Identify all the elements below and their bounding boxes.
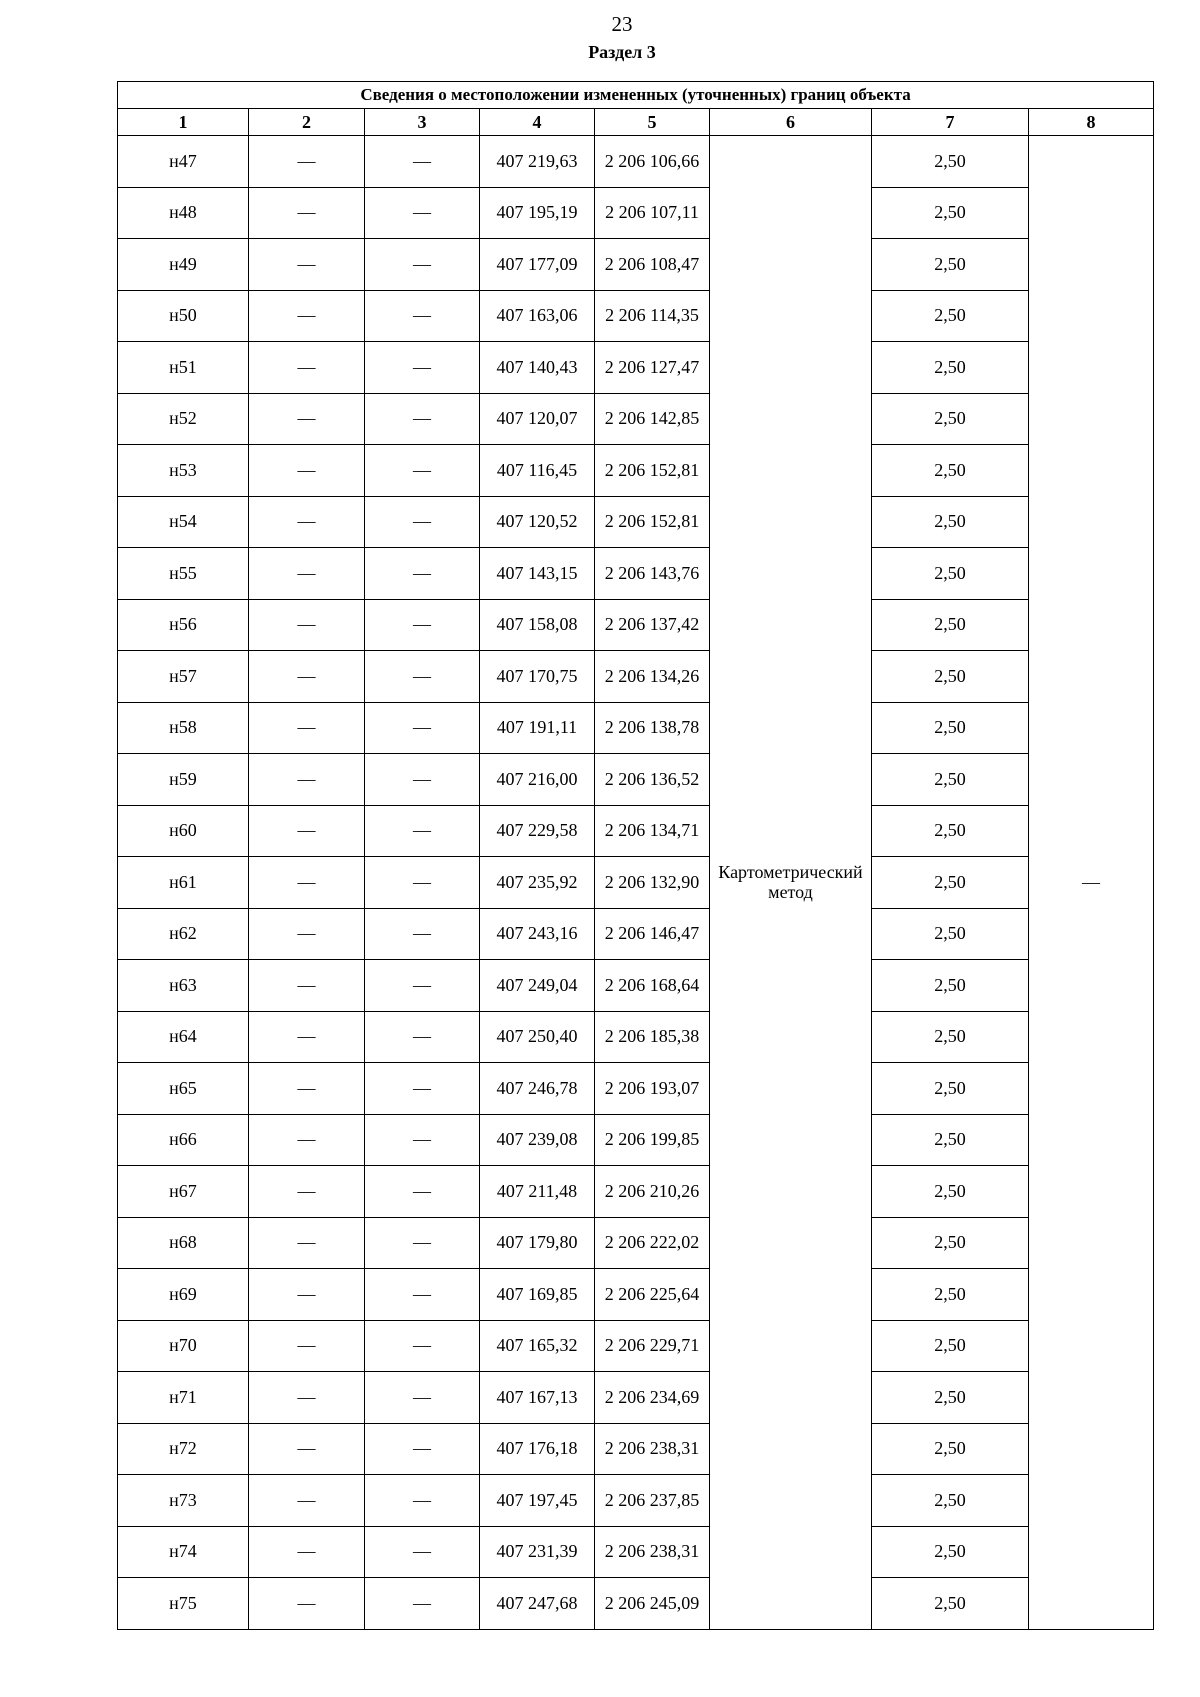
accuracy-cell: 2,50 <box>872 136 1029 188</box>
point-name-cell: н62 <box>118 908 249 960</box>
column-8-cell: — <box>1029 136 1154 1630</box>
point-name-cell: н70 <box>118 1320 249 1372</box>
column-2-dash-cell: — <box>249 1372 365 1424</box>
column-3-dash-cell: — <box>365 651 480 703</box>
accuracy-cell: 2,50 <box>872 548 1029 600</box>
y-coordinate-cell: 2 206 222,02 <box>595 1217 710 1269</box>
table-row <box>118 1114 1154 1166</box>
column-2-dash-cell: — <box>249 187 365 239</box>
accuracy-cell: 2,50 <box>872 342 1029 394</box>
y-coordinate-cell: 2 206 106,66 <box>595 136 710 188</box>
x-coordinate-cell: 407 176,18 <box>480 1423 595 1475</box>
x-coordinate-cell: 407 229,58 <box>480 805 595 857</box>
x-coordinate-cell: 407 158,08 <box>480 599 595 651</box>
section-title: Раздел 3 <box>588 42 656 62</box>
column-2-dash-cell: — <box>249 239 365 291</box>
column-3-dash-cell: — <box>365 136 480 188</box>
y-coordinate-cell: 2 206 136,52 <box>595 754 710 806</box>
column-2-dash-cell: — <box>249 548 365 600</box>
column-2-dash-cell: — <box>249 1526 365 1578</box>
x-coordinate-cell: 407 239,08 <box>480 1114 595 1166</box>
column-3-dash-cell: — <box>365 1423 480 1475</box>
y-coordinate-cell: 2 206 142,85 <box>595 393 710 445</box>
y-coordinate-cell: 2 206 132,90 <box>595 857 710 909</box>
accuracy-cell: 2,50 <box>872 1269 1029 1321</box>
column-number-3: 3 <box>365 109 480 136</box>
column-3-dash-cell: — <box>365 1320 480 1372</box>
x-coordinate-cell: 407 249,04 <box>480 960 595 1012</box>
column-2-dash-cell: — <box>249 857 365 909</box>
method-cell: Картометрический метод <box>710 136 872 1630</box>
column-2-dash-cell: — <box>249 1217 365 1269</box>
column-3-dash-cell: — <box>365 496 480 548</box>
table-row <box>118 805 1154 857</box>
accuracy-cell: 2,50 <box>872 805 1029 857</box>
column-3-dash-cell: — <box>365 1269 480 1321</box>
x-coordinate-cell: 407 140,43 <box>480 342 595 394</box>
x-coordinate-cell: 407 165,32 <box>480 1320 595 1372</box>
x-coordinate-cell: 407 219,63 <box>480 136 595 188</box>
y-coordinate-cell: 2 206 193,07 <box>595 1063 710 1115</box>
accuracy-cell: 2,50 <box>872 857 1029 909</box>
point-name-cell: н50 <box>118 290 249 342</box>
column-2-dash-cell: — <box>249 1166 365 1218</box>
table-row <box>118 1475 1154 1527</box>
table-row <box>118 239 1154 291</box>
column-3-dash-cell: — <box>365 1526 480 1578</box>
x-coordinate-cell: 407 120,52 <box>480 496 595 548</box>
y-coordinate-cell: 2 206 185,38 <box>595 1011 710 1063</box>
column-3-dash-cell: — <box>365 1475 480 1527</box>
x-coordinate-cell: 407 250,40 <box>480 1011 595 1063</box>
page-number: 23 <box>611 12 633 36</box>
column-3-dash-cell: — <box>365 1011 480 1063</box>
y-coordinate-cell: 2 206 107,11 <box>595 187 710 239</box>
y-coordinate-cell: 2 206 134,71 <box>595 805 710 857</box>
x-coordinate-cell: 407 143,15 <box>480 548 595 600</box>
y-coordinate-cell: 2 206 146,47 <box>595 908 710 960</box>
column-3-dash-cell: — <box>365 342 480 394</box>
x-coordinate-cell: 407 247,68 <box>480 1578 595 1630</box>
accuracy-cell: 2,50 <box>872 651 1029 703</box>
column-2-dash-cell: — <box>249 496 365 548</box>
y-coordinate-cell: 2 206 152,81 <box>595 445 710 497</box>
accuracy-cell: 2,50 <box>872 1578 1029 1630</box>
table-row <box>118 1269 1154 1321</box>
accuracy-cell: 2,50 <box>872 187 1029 239</box>
column-number-6: 6 <box>710 109 872 136</box>
x-coordinate-cell: 407 197,45 <box>480 1475 595 1527</box>
point-name-cell: н58 <box>118 702 249 754</box>
point-name-cell: н74 <box>118 1526 249 1578</box>
table-row <box>118 136 1154 188</box>
point-name-cell: н56 <box>118 599 249 651</box>
point-name-cell: н55 <box>118 548 249 600</box>
table-row <box>118 1526 1154 1578</box>
table-row <box>118 1320 1154 1372</box>
column-2-dash-cell: — <box>249 908 365 960</box>
column-2-dash-cell: — <box>249 651 365 703</box>
x-coordinate-cell: 407 216,00 <box>480 754 595 806</box>
table-row <box>118 187 1154 239</box>
y-coordinate-cell: 2 206 143,76 <box>595 548 710 600</box>
accuracy-cell: 2,50 <box>872 1423 1029 1475</box>
column-3-dash-cell: — <box>365 1166 480 1218</box>
column-number-7: 7 <box>872 109 1029 136</box>
table-caption-row <box>118 82 1154 109</box>
point-name-cell: н64 <box>118 1011 249 1063</box>
column-number-5: 5 <box>595 109 710 136</box>
y-coordinate-cell: 2 206 137,42 <box>595 599 710 651</box>
x-coordinate-cell: 407 116,45 <box>480 445 595 497</box>
column-3-dash-cell: — <box>365 908 480 960</box>
x-coordinate-cell: 407 120,07 <box>480 393 595 445</box>
column-2-dash-cell: — <box>249 445 365 497</box>
point-name-cell: н65 <box>118 1063 249 1115</box>
point-name-cell: н69 <box>118 1269 249 1321</box>
accuracy-cell: 2,50 <box>872 1526 1029 1578</box>
column-3-dash-cell: — <box>365 1114 480 1166</box>
table-row <box>118 857 1154 909</box>
y-coordinate-cell: 2 206 152,81 <box>595 496 710 548</box>
x-coordinate-cell: 407 179,80 <box>480 1217 595 1269</box>
column-2-dash-cell: — <box>249 1578 365 1630</box>
column-3-dash-cell: — <box>365 187 480 239</box>
table-row <box>118 702 1154 754</box>
column-2-dash-cell: — <box>249 1423 365 1475</box>
y-coordinate-cell: 2 206 210,26 <box>595 1166 710 1218</box>
column-2-dash-cell: — <box>249 805 365 857</box>
point-name-cell: н72 <box>118 1423 249 1475</box>
x-coordinate-cell: 407 167,13 <box>480 1372 595 1424</box>
column-3-dash-cell: — <box>365 960 480 1012</box>
column-3-dash-cell: — <box>365 857 480 909</box>
y-coordinate-cell: 2 206 138,78 <box>595 702 710 754</box>
column-3-dash-cell: — <box>365 1217 480 1269</box>
y-coordinate-cell: 2 206 237,85 <box>595 1475 710 1527</box>
column-2-dash-cell: — <box>249 136 365 188</box>
table-row <box>118 290 1154 342</box>
x-coordinate-cell: 407 211,48 <box>480 1166 595 1218</box>
accuracy-cell: 2,50 <box>872 1372 1029 1424</box>
column-3-dash-cell: — <box>365 1063 480 1115</box>
accuracy-cell: 2,50 <box>872 290 1029 342</box>
column-number-8: 8 <box>1029 109 1154 136</box>
column-3-dash-cell: — <box>365 239 480 291</box>
column-2-dash-cell: — <box>249 599 365 651</box>
point-name-cell: н60 <box>118 805 249 857</box>
table-row <box>118 651 1154 703</box>
x-coordinate-cell: 407 246,78 <box>480 1063 595 1115</box>
accuracy-cell: 2,50 <box>872 1063 1029 1115</box>
accuracy-cell: 2,50 <box>872 445 1029 497</box>
point-name-cell: н57 <box>118 651 249 703</box>
column-2-dash-cell: — <box>249 1475 365 1527</box>
column-3-dash-cell: — <box>365 290 480 342</box>
point-name-cell: н47 <box>118 136 249 188</box>
x-coordinate-cell: 407 195,19 <box>480 187 595 239</box>
y-coordinate-cell: 2 206 245,09 <box>595 1578 710 1630</box>
y-coordinate-cell: 2 206 225,64 <box>595 1269 710 1321</box>
x-coordinate-cell: 407 177,09 <box>480 239 595 291</box>
accuracy-cell: 2,50 <box>872 1011 1029 1063</box>
point-name-cell: н48 <box>118 187 249 239</box>
table-row <box>118 1166 1154 1218</box>
y-coordinate-cell: 2 206 134,26 <box>595 651 710 703</box>
point-name-cell: н54 <box>118 496 249 548</box>
x-coordinate-cell: 407 169,85 <box>480 1269 595 1321</box>
table-row <box>118 908 1154 960</box>
point-name-cell: н51 <box>118 342 249 394</box>
point-name-cell: н59 <box>118 754 249 806</box>
y-coordinate-cell: 2 206 114,35 <box>595 290 710 342</box>
column-2-dash-cell: — <box>249 1269 365 1321</box>
accuracy-cell: 2,50 <box>872 1320 1029 1372</box>
table-row <box>118 754 1154 806</box>
x-coordinate-cell: 407 243,16 <box>480 908 595 960</box>
table-row <box>118 599 1154 651</box>
column-2-dash-cell: — <box>249 393 365 445</box>
x-coordinate-cell: 407 163,06 <box>480 290 595 342</box>
x-coordinate-cell: 407 235,92 <box>480 857 595 909</box>
point-name-cell: н67 <box>118 1166 249 1218</box>
point-name-cell: н73 <box>118 1475 249 1527</box>
table-row <box>118 1011 1154 1063</box>
table-row <box>118 393 1154 445</box>
point-name-cell: н49 <box>118 239 249 291</box>
column-2-dash-cell: — <box>249 960 365 1012</box>
table-row <box>118 496 1154 548</box>
accuracy-cell: 2,50 <box>872 496 1029 548</box>
point-name-cell: н63 <box>118 960 249 1012</box>
column-3-dash-cell: — <box>365 548 480 600</box>
column-number-row <box>118 109 1154 136</box>
accuracy-cell: 2,50 <box>872 239 1029 291</box>
table-row <box>118 548 1154 600</box>
accuracy-cell: 2,50 <box>872 1114 1029 1166</box>
column-3-dash-cell: — <box>365 1578 480 1630</box>
point-name-cell: н53 <box>118 445 249 497</box>
column-3-dash-cell: — <box>365 599 480 651</box>
column-3-dash-cell: — <box>365 702 480 754</box>
accuracy-cell: 2,50 <box>872 1166 1029 1218</box>
point-name-cell: н66 <box>118 1114 249 1166</box>
accuracy-cell: 2,50 <box>872 599 1029 651</box>
y-coordinate-cell: 2 206 168,64 <box>595 960 710 1012</box>
column-3-dash-cell: — <box>365 393 480 445</box>
y-coordinate-cell: 2 206 127,47 <box>595 342 710 394</box>
table-row <box>118 1217 1154 1269</box>
column-3-dash-cell: — <box>365 445 480 497</box>
table-row <box>118 1372 1154 1424</box>
column-3-dash-cell: — <box>365 754 480 806</box>
column-2-dash-cell: — <box>249 290 365 342</box>
column-2-dash-cell: — <box>249 1063 365 1115</box>
column-number-2: 2 <box>249 109 365 136</box>
y-coordinate-cell: 2 206 238,31 <box>595 1423 710 1475</box>
column-2-dash-cell: — <box>249 1114 365 1166</box>
y-coordinate-cell: 2 206 108,47 <box>595 239 710 291</box>
column-number-4: 4 <box>480 109 595 136</box>
table-body <box>118 82 1154 1630</box>
column-2-dash-cell: — <box>249 754 365 806</box>
y-coordinate-cell: 2 206 238,31 <box>595 1526 710 1578</box>
coordinates-table <box>117 81 1154 1630</box>
point-name-cell: н52 <box>118 393 249 445</box>
y-coordinate-cell: 2 206 229,71 <box>595 1320 710 1372</box>
column-2-dash-cell: — <box>249 1011 365 1063</box>
table-row <box>118 1063 1154 1115</box>
accuracy-cell: 2,50 <box>872 1217 1029 1269</box>
accuracy-cell: 2,50 <box>872 754 1029 806</box>
table-caption: Сведения о местоположении измененных (уточненных) границ объекта <box>118 82 1154 109</box>
column-3-dash-cell: — <box>365 805 480 857</box>
accuracy-cell: 2,50 <box>872 1475 1029 1527</box>
column-2-dash-cell: — <box>249 702 365 754</box>
column-2-dash-cell: — <box>249 1320 365 1372</box>
column-3-dash-cell: — <box>365 1372 480 1424</box>
accuracy-cell: 2,50 <box>872 702 1029 754</box>
column-2-dash-cell: — <box>249 342 365 394</box>
table-row <box>118 1578 1154 1630</box>
y-coordinate-cell: 2 206 199,85 <box>595 1114 710 1166</box>
accuracy-cell: 2,50 <box>872 960 1029 1012</box>
table-row <box>118 342 1154 394</box>
accuracy-cell: 2,50 <box>872 908 1029 960</box>
table-row <box>118 445 1154 497</box>
y-coordinate-cell: 2 206 234,69 <box>595 1372 710 1424</box>
x-coordinate-cell: 407 170,75 <box>480 651 595 703</box>
table-row <box>118 960 1154 1012</box>
point-name-cell: н71 <box>118 1372 249 1424</box>
point-name-cell: н68 <box>118 1217 249 1269</box>
point-name-cell: н75 <box>118 1578 249 1630</box>
table-row <box>118 1423 1154 1475</box>
x-coordinate-cell: 407 191,11 <box>480 702 595 754</box>
point-name-cell: н61 <box>118 857 249 909</box>
accuracy-cell: 2,50 <box>872 393 1029 445</box>
x-coordinate-cell: 407 231,39 <box>480 1526 595 1578</box>
column-number-1: 1 <box>118 109 249 136</box>
